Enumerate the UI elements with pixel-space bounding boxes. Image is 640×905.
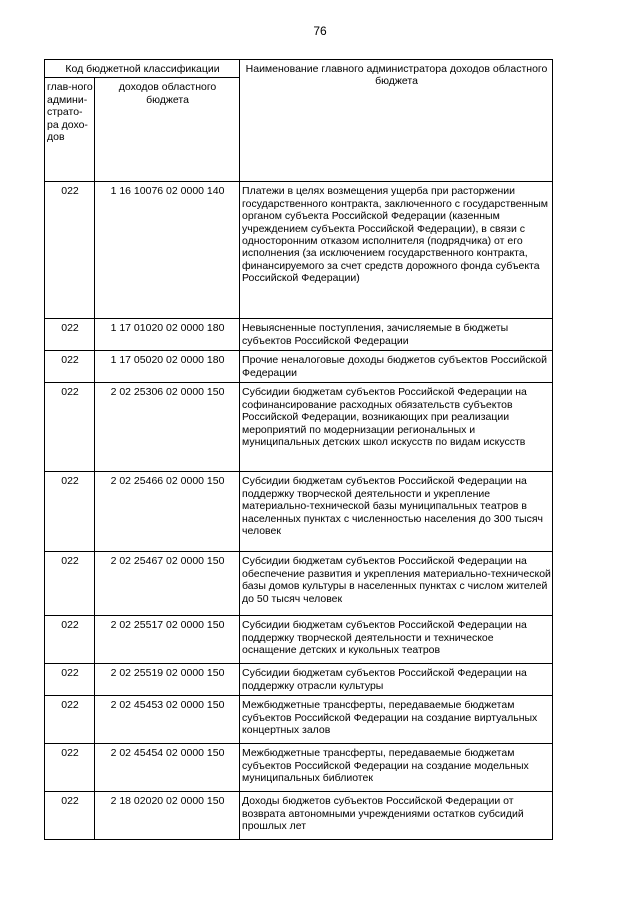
table-row [45,383,553,472]
income-name-cell: Субсидии бюджетам субъектов Российской Федерации на поддержку отрасли культуры [240,664,553,696]
table-row [45,351,553,383]
income-code-cell: 2 02 25517 02 0000 150 [95,616,240,664]
income-name-cell: Субсидии бюджетам субъектов Российской Федерации на софинансирование расходных обязательств субъектов Российской Федерации, возникающих при реализации мероприятий по модернизации региональных и муниципальных детских школ искусств по видам искусств [240,383,553,472]
table-row [45,472,553,552]
income-code-cell: 2 18 02020 02 0000 150 [95,792,240,840]
income-name-cell: Прочие неналоговые доходы бюджетов субъектов Российской Федерации [240,351,553,383]
income-name-cell: Невыясненные поступления, зачисляемые в бюджеты субъектов Российской Федерации [240,319,553,351]
table-row [45,616,553,664]
income-code-cell: 2 02 25519 02 0000 150 [95,664,240,696]
income-code-cell: 1 16 10076 02 0000 140 [95,182,240,319]
admin-code-cell: 022 [45,616,95,664]
admin-code-cell: 022 [45,351,95,383]
page-number: 76 [313,24,327,38]
income-code-cell: 2 02 25306 02 0000 150 [95,383,240,472]
admin-code-cell: 022 [45,744,95,792]
budget-classification-table [44,59,553,840]
income-code-cell: 2 02 25467 02 0000 150 [95,552,240,616]
income-name-cell: Доходы бюджетов субъектов Российской Федерации от возврата автономными учреждениями остатков субсидий прошлых лет [240,792,553,840]
income-name-cell: Межбюджетные трансферты, передаваемые бюджетам субъектов Российской Федерации на создание виртуальных концертных залов [240,696,553,744]
header-administrator-name: Наименование главного администратора доходов областного бюджета [240,60,553,182]
table-header-group-row [45,60,553,78]
table-row [45,792,553,840]
admin-code-cell: 022 [45,696,95,744]
admin-code-cell: 022 [45,319,95,351]
income-code-cell: 2 02 25466 02 0000 150 [95,472,240,552]
admin-code-cell: 022 [45,792,95,840]
table-row [45,744,553,792]
table-row [45,552,553,616]
income-name-cell: Субсидии бюджетам субъектов Российской Федерации на поддержку творческой деятельности и укрепление материально-технической базы муниципальных театров в населенных пунктах с численностью населения до 300 тысяч человек [240,472,553,552]
income-code-cell: 2 02 45453 02 0000 150 [95,696,240,744]
header-regional-budget-income: доходов областного бюджета [95,78,240,182]
admin-code-cell: 022 [45,182,95,319]
table-row [45,664,553,696]
admin-code-cell: 022 [45,383,95,472]
admin-code-cell: 022 [45,472,95,552]
admin-code-cell: 022 [45,552,95,616]
income-name-cell: Субсидии бюджетам субъектов Российской Федерации на обеспечение развития и укрепления материально-технической базы домов культуры в населенных пунктах с числом жителей до 50 тысяч человек [240,552,553,616]
header-main-administrator: глав-ного админи-страто-ра дохо-дов [45,78,95,182]
income-name-cell: Межбюджетные трансферты, передаваемые бюджетам субъектов Российской Федерации на создание модельных муниципальных библиотек [240,744,553,792]
table-row [45,182,553,319]
income-name-cell: Субсидии бюджетам субъектов Российской Федерации на поддержку творческой деятельности и техническое оснащение детских и кукольных театров [240,616,553,664]
income-code-cell: 2 02 45454 02 0000 150 [95,744,240,792]
table-row [45,696,553,744]
admin-code-cell: 022 [45,664,95,696]
header-budget-classification-code: Код бюджетной классификации [45,60,240,78]
income-name-cell: Платежи в целях возмещения ущерба при расторжении государственного контракта, заключенного с государственным органом субъекта Российской Федерации (казенным учреждением субъекта Российской Федерации), в связи с односторонним отказом исполнителя (подрядчика) от его исполнения (за исключением государственного контракта, финансируемого за счет средств дорожного фонда субъекта Российской Федерации) [240,182,553,319]
table-row [45,319,553,351]
income-code-cell: 1 17 01020 02 0000 180 [95,319,240,351]
income-code-cell: 1 17 05020 02 0000 180 [95,351,240,383]
